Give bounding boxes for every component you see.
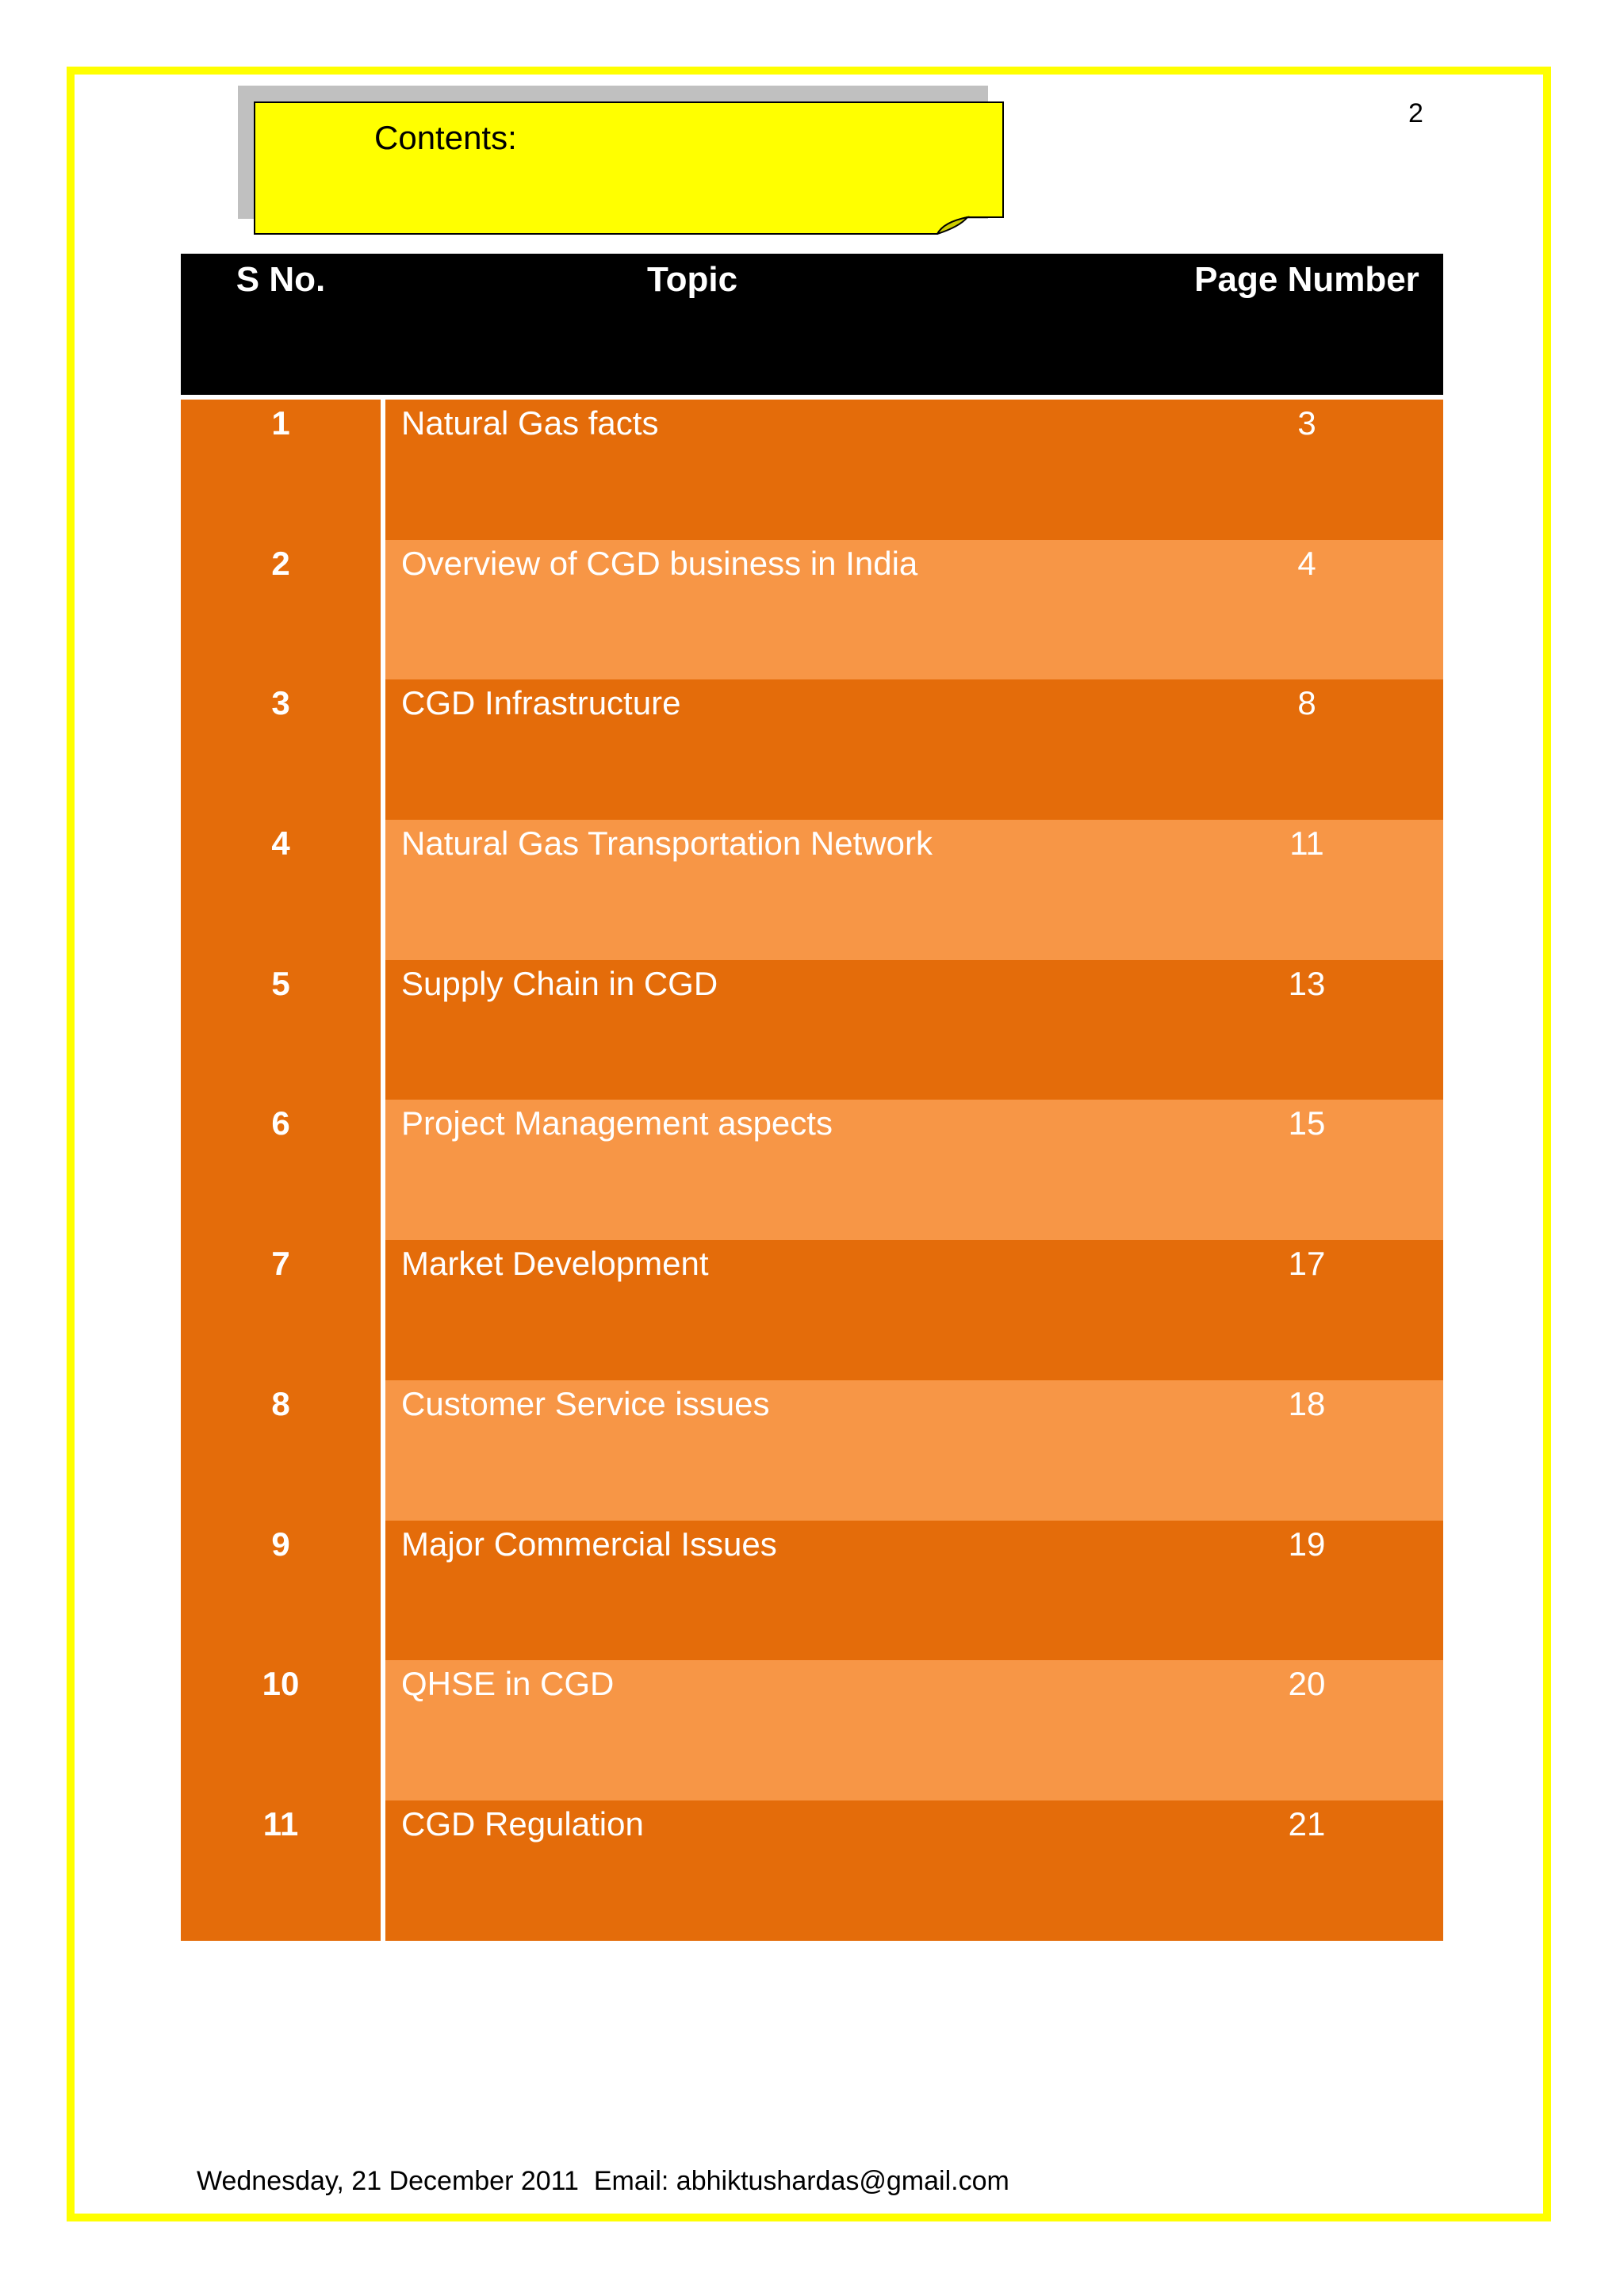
toc-table [181, 254, 1443, 1941]
table-row [262, 1660, 1443, 1800]
table-row [271, 1240, 1443, 1380]
table-row [271, 1380, 1443, 1521]
row-page-number: 15 [1288, 1104, 1326, 1142]
row-topic: Natural Gas facts [401, 404, 659, 442]
row-topic: Customer Service issues [401, 1384, 770, 1422]
row-page-number: 13 [1288, 964, 1326, 1002]
row-sno: 6 [271, 1104, 290, 1142]
table-row [271, 960, 1443, 1100]
row-page-number: 17 [1288, 1245, 1326, 1283]
row-page-number: 19 [1288, 1525, 1326, 1563]
footer-email: Email: abhiktushardas@gmail.com [593, 2166, 1009, 2196]
table-row [271, 679, 1443, 820]
row-page-number: 21 [1288, 1804, 1326, 1843]
row-sno: 4 [271, 825, 290, 863]
toc-header [181, 254, 1443, 395]
callout-title: Contents: [374, 119, 517, 156]
row-sno: 11 [262, 1804, 299, 1843]
header-page-number: Page Number [1194, 260, 1419, 299]
row-topic: CGD Infrastructure [401, 684, 681, 722]
row-sno: 10 [262, 1665, 300, 1703]
row-sno: 2 [271, 544, 290, 582]
row-topic: Major Commercial Issues [401, 1525, 777, 1563]
row-topic: Market Development [401, 1245, 709, 1283]
row-page-number: 3 [1297, 404, 1316, 442]
row-topic: Project Management aspects [401, 1104, 833, 1142]
table-row [271, 400, 1443, 540]
row-page-number: 20 [1288, 1665, 1326, 1703]
row-page-number: 18 [1288, 1384, 1326, 1422]
sno-column [181, 400, 381, 1941]
row-sno: 9 [271, 1525, 290, 1563]
toc-rows [262, 400, 1443, 1941]
row-sno: 8 [271, 1384, 290, 1422]
row-topic: Overview of CGD business in India [401, 544, 918, 582]
row-page-number: 11 [1289, 825, 1324, 863]
table-row [271, 1521, 1443, 1661]
row-topic: Supply Chain in CGD [401, 964, 718, 1002]
header-topic: Topic [647, 260, 738, 299]
page-number: 2 [1408, 98, 1423, 128]
row-sno: 7 [271, 1245, 290, 1283]
row-sno: 1 [271, 404, 290, 442]
table-row [271, 1100, 1443, 1240]
row-page-number: 4 [1297, 544, 1316, 582]
callout-shape [254, 101, 1004, 235]
table-row [262, 1800, 1443, 1941]
header-sno: S No. [236, 260, 326, 299]
footer-date: Wednesday, 21 December 2011 [197, 2166, 579, 2196]
row-topic: CGD Regulation [401, 1804, 644, 1843]
row-page-number: 8 [1297, 684, 1316, 722]
row-sno: 3 [271, 684, 290, 722]
contents-callout [254, 101, 1004, 235]
row-sno: 5 [271, 964, 290, 1002]
table-row [271, 540, 1443, 680]
row-topic: Natural Gas Transportation Network [401, 825, 933, 863]
footer [197, 2166, 1009, 2197]
row-topic: QHSE in CGD [401, 1665, 615, 1703]
table-row [271, 820, 1443, 960]
